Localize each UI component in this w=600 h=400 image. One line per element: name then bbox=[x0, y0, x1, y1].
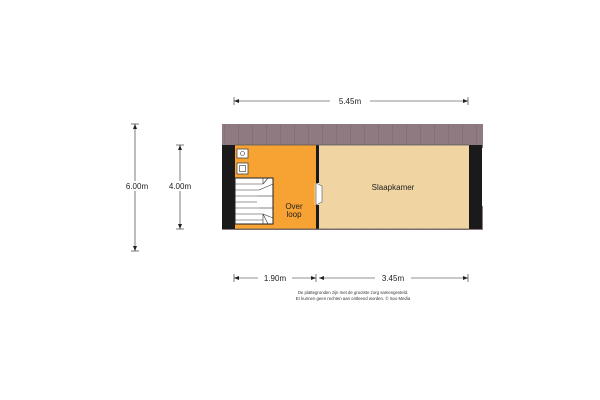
roof-top bbox=[222, 124, 483, 148]
fixture-bottom-icon bbox=[237, 163, 248, 174]
disclaimer-line-1: De plattegronden zijn met de grootste zorg samengesteld. bbox=[297, 290, 409, 295]
dimension-total-width-label: 5.45m bbox=[338, 97, 362, 106]
disclaimer-line-2: Er kunnen geen rechten aan ontleend worden. © Soo Media bbox=[295, 296, 411, 301]
door bbox=[316, 183, 322, 205]
room-label-bedroom: Slaapkamer bbox=[371, 183, 415, 192]
fixture-top-icon bbox=[237, 149, 248, 158]
room-label-landing-line2: loop bbox=[286, 210, 302, 219]
dimension-outer-depth-label: 6.00m bbox=[125, 182, 149, 191]
room-label-landing-line1: Over bbox=[285, 202, 303, 211]
dimension-left-width-label: 1.90m bbox=[263, 274, 287, 283]
staircase bbox=[235, 178, 273, 224]
wall-right bbox=[469, 145, 482, 229]
wall-partition-top bbox=[316, 145, 319, 183]
dimension-inner-depth-label: 4.00m bbox=[168, 182, 192, 191]
wall-left bbox=[222, 145, 235, 229]
wall-partition-bottom bbox=[316, 205, 319, 229]
dimension-right-width-label: 3.45m bbox=[381, 274, 405, 283]
